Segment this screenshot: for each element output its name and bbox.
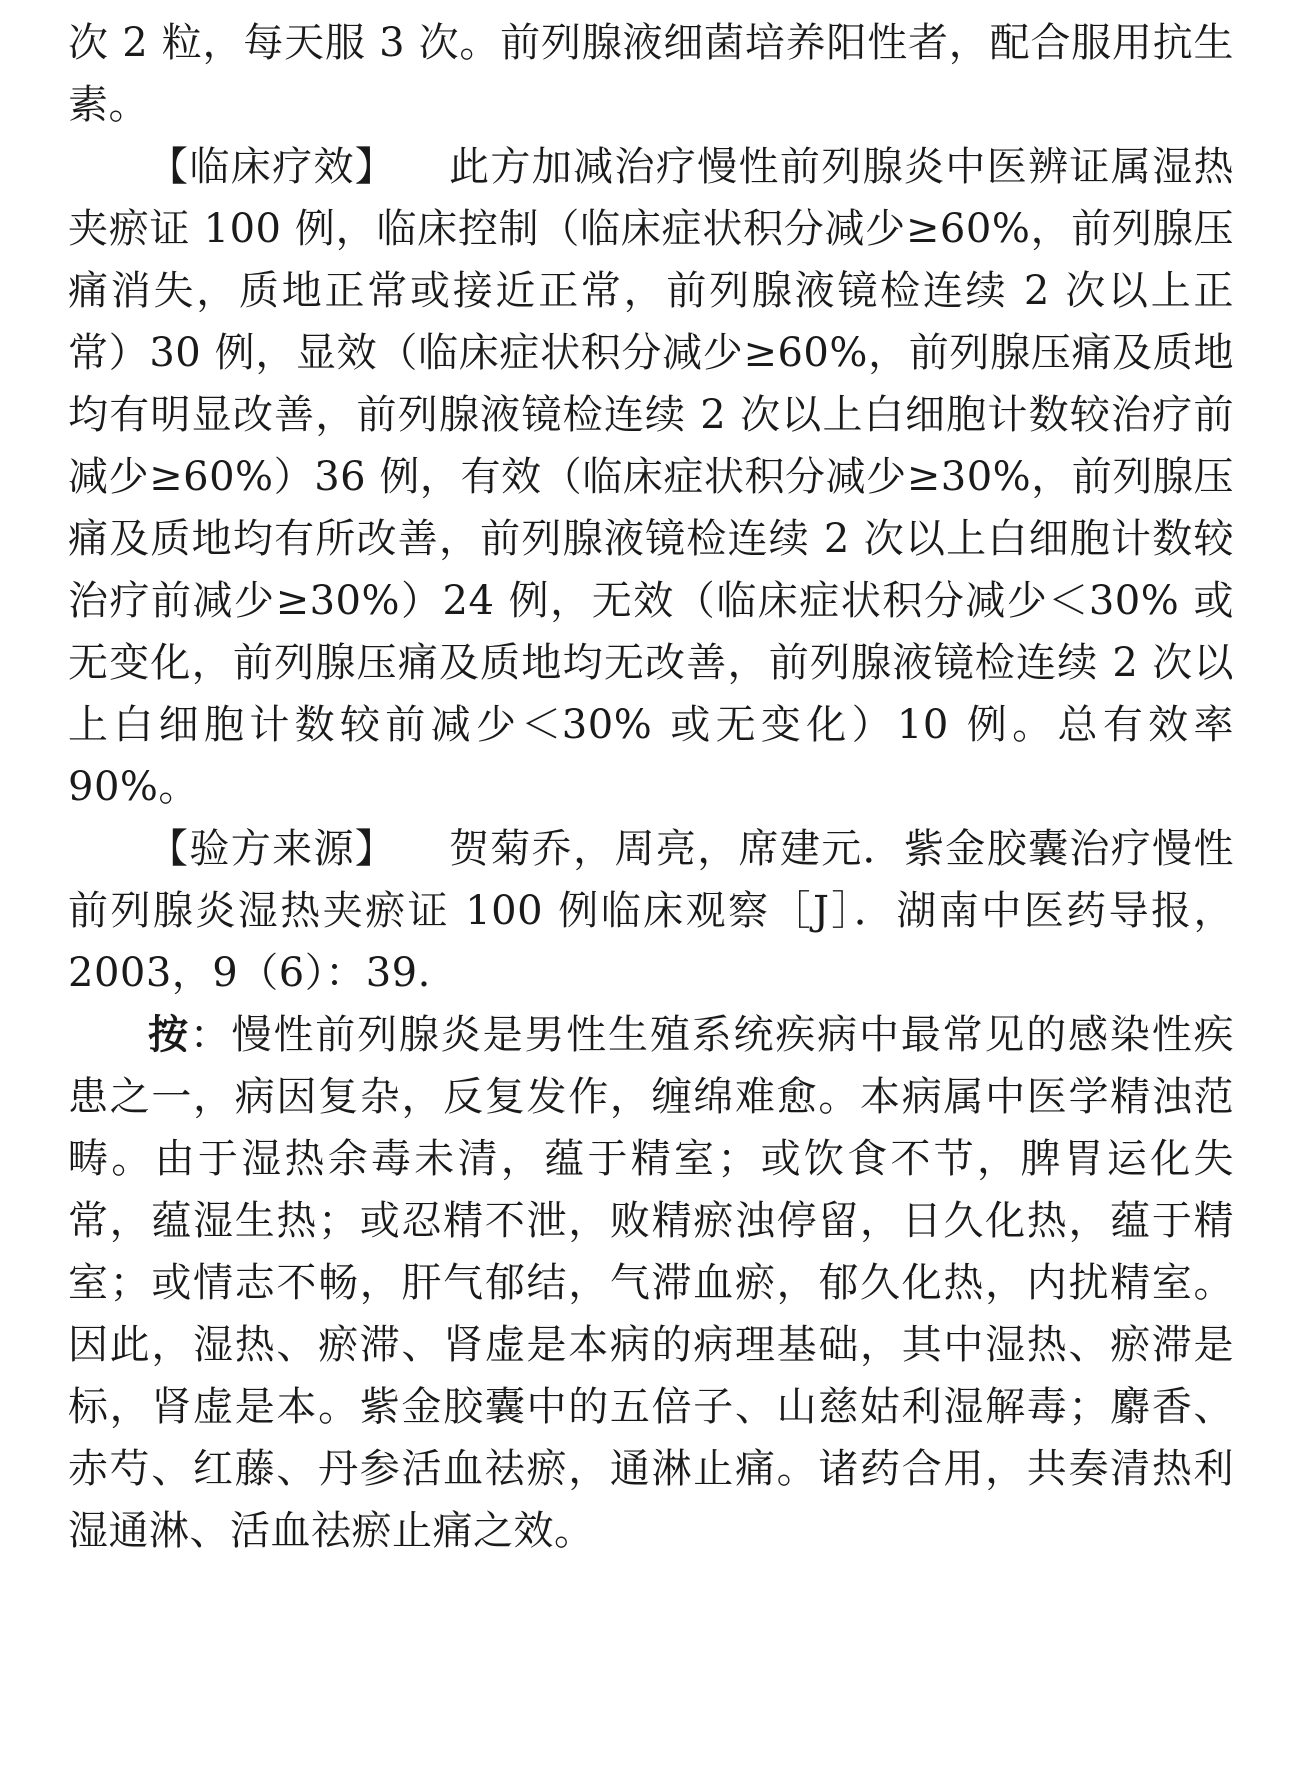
source-heading: 【验方来源】 [148,826,397,872]
clinical-efficacy-text: 此方加减治疗慢性前列腺炎中医辨证属湿热夹瘀证 100 例，临床控制（临床症状积分减少≥60%，前列腺压痛消失，质地正常或接近正常，前列腺液镜检连续 2 次以上正常）30 例，显效（临床症状积分减少≥60%，前列腺压痛及质地均有明显改善，前列腺液镜检连续 2 次以上白细胞计数较治疗前减少≥60%）36 例，有效（临床症状积分减少≥30%，前列腺压痛及质地均有所改善，前列腺液镜检连续 2 次以上白细胞计数较治疗前减少≥30%）24 例，无效（临床症状积分减少＜30% 或无变化，前列腺压痛及质地均无改善，前列腺液镜检连续 2 次以上白细胞计数较前减少＜30% 或无变化）10 例。总有效率 90%。 [68,144,1235,810]
continuation-paragraph: 次 2 粒，每天服 3 次。前列腺液细菌培养阳性者，配合服用抗生素。 [68,20,1234,128]
clinical-efficacy-paragraph [68,136,1234,818]
note-label: 按 [148,1011,190,1058]
source-paragraph [68,818,1234,1004]
note-text: 慢性前列腺炎是男性生殖系统疾病中最常见的感染性疾患之一，病因复杂，反复发作，缠绵难愈。本病属中医学精浊范畴。由于湿热余毒未清，蕴于精室；或饮食不节，脾胃运化失常，蕴湿生热；或忍精不泄，败精瘀浊停留，日久化热，蕴于精室；或情志不畅，肝气郁结，气滞血瘀，郁久化热，内扰精室。因此，湿热、瘀滞、肾虚是本病的病理基础，其中湿热、瘀滞是标，肾虚是本。紫金胶囊中的五倍子、山慈姑利湿解毒；麝香、赤芍、红藤、丹参活血祛瘀，通淋止痛。诸药合用，共奏清热利湿通淋、活血祛瘀止痛之效。 [68,1012,1235,1554]
source-citation: 贺菊乔，周亮，席建元．紫金胶囊治疗慢性前列腺炎湿热夹瘀证 100 例临床观察［J］．湖南中医药导报，2003，9（6）：39. [68,826,1235,996]
clinical-efficacy-heading: 【临床疗效】 [148,144,397,190]
document-body [68,12,1234,1562]
note-paragraph [68,1004,1234,1562]
note-colon: ： [189,1012,232,1058]
